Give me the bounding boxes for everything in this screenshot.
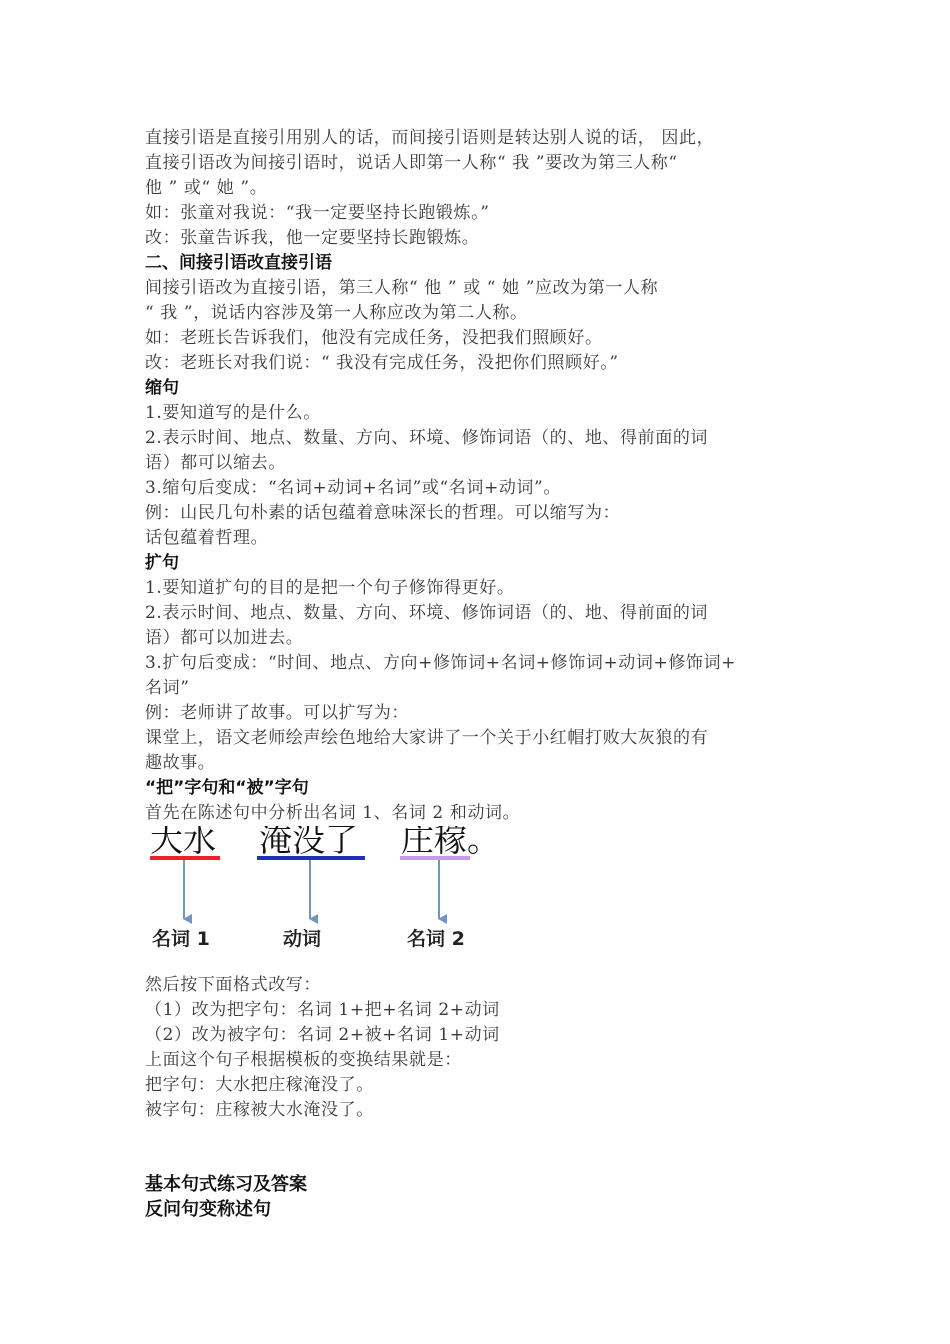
label-noun2: 名词 2 <box>407 928 465 950</box>
text-line: 直接引语改为间接引语时，说话人即第一人称“ 我 ”要改为第三人称“ <box>145 153 678 173</box>
text-line: 趣故事。 <box>145 753 216 773</box>
text-line: 上面这个句子根据模板的变换结果就是： <box>145 1050 462 1070</box>
text-line: （1）改为把字句：名词 1+把+名词 2+动词 <box>145 1000 500 1020</box>
text-line: 如：张童对我说：“我一定要坚持长跑锻炼。” <box>145 203 490 223</box>
text-line: 然后按下面格式改写： <box>145 975 321 995</box>
text-line: 直接引语是直接引用别人的话，而间接引语则是转达别人说的话， 因此， <box>145 128 715 148</box>
text-line: 1.要知道写的是什么。 <box>145 403 321 423</box>
text-line: 首先在陈述句中分析出名词 1、名词 2 和动词。 <box>145 803 521 823</box>
text-line: 例：老师讲了故事。可以扩写为： <box>145 703 409 723</box>
text-line: 语）都可以缩去。 <box>145 453 286 473</box>
section-heading: 扩句 <box>145 553 179 573</box>
word-noun2: 庄稼。 <box>401 826 500 859</box>
text-line: 把字句：大水把庄稼淹没了。 <box>145 1075 374 1095</box>
sentence-diagram <box>145 826 805 973</box>
text-block-1 <box>145 126 805 826</box>
text-line: 改：老班长对我们说：“ 我没有完成任务，没把你们照顾好。” <box>145 353 619 373</box>
text-line: “ 我 ”，说话内容涉及第一人称应改为第二人称。 <box>145 303 528 323</box>
text-line: 例：山民几句朴素的话包蕴着意味深长的哲理。可以缩写为： <box>145 503 621 523</box>
word-noun1: 大水 <box>150 826 216 859</box>
label-verb: 动词 <box>283 928 322 950</box>
text-line: 如：老班长告诉我们，他没有完成任务，没把我们照顾好。 <box>145 328 603 348</box>
text-line: 3.扩句后变成：“时间、地点、方向+修饰词+名词+修饰词+动词+修饰词+ <box>145 653 736 673</box>
text-line: 名词” <box>145 678 190 698</box>
text-line: 课堂上，语文老师绘声绘色地给大家讲了一个关于小红帽打败大灰狼的有 <box>145 728 709 748</box>
text-line: 间接引语改为直接引语，第三人称“ 他 ” 或 “ 她 ”应改为第一人称 <box>145 278 659 298</box>
text-block-2 <box>145 973 805 1123</box>
spacer <box>145 1123 805 1172</box>
sentence-diagram-svg <box>145 826 805 973</box>
text-line: （2）改为被字句：名词 2+被+名词 1+动词 <box>145 1025 500 1045</box>
section-heading: 缩句 <box>145 378 179 398</box>
text-line: 2.表示时间、地点、数量、方向、环境、修饰词语（的、地、得前面的词 <box>145 428 709 448</box>
text-line: 他 ” 或“ 她 ”。 <box>145 178 268 198</box>
word-verb: 淹没了 <box>259 826 358 859</box>
section-heading-rhetorical: 反问句变称述句 <box>145 1199 271 1220</box>
text-line: 改：张童告诉我，他一定要坚持长跑锻炼。 <box>145 228 480 248</box>
text-line: 被字句：庄稼被大水淹没了。 <box>145 1100 374 1120</box>
text-line: 2.表示时间、地点、数量、方向、环境、修饰词语（的、地、得前面的词 <box>145 603 709 623</box>
text-line: 话包蕴着哲理。 <box>145 528 269 548</box>
label-noun1: 名词 1 <box>152 928 210 950</box>
text-line: 1.要知道扩句的目的是把一个句子修饰得更好。 <box>145 578 515 598</box>
section-heading: “把”字句和“被”字句 <box>145 778 309 798</box>
section-heading-exercises: 基本句式练习及答案 <box>145 1174 307 1195</box>
section-heading: 二、间接引语改直接引语 <box>145 253 332 273</box>
text-line: 3.缩句后变成：“名词+动词+名词”或“名词+动词”。 <box>145 478 561 498</box>
document-page <box>145 126 805 1222</box>
text-line: 语）都可以加进去。 <box>145 628 304 648</box>
